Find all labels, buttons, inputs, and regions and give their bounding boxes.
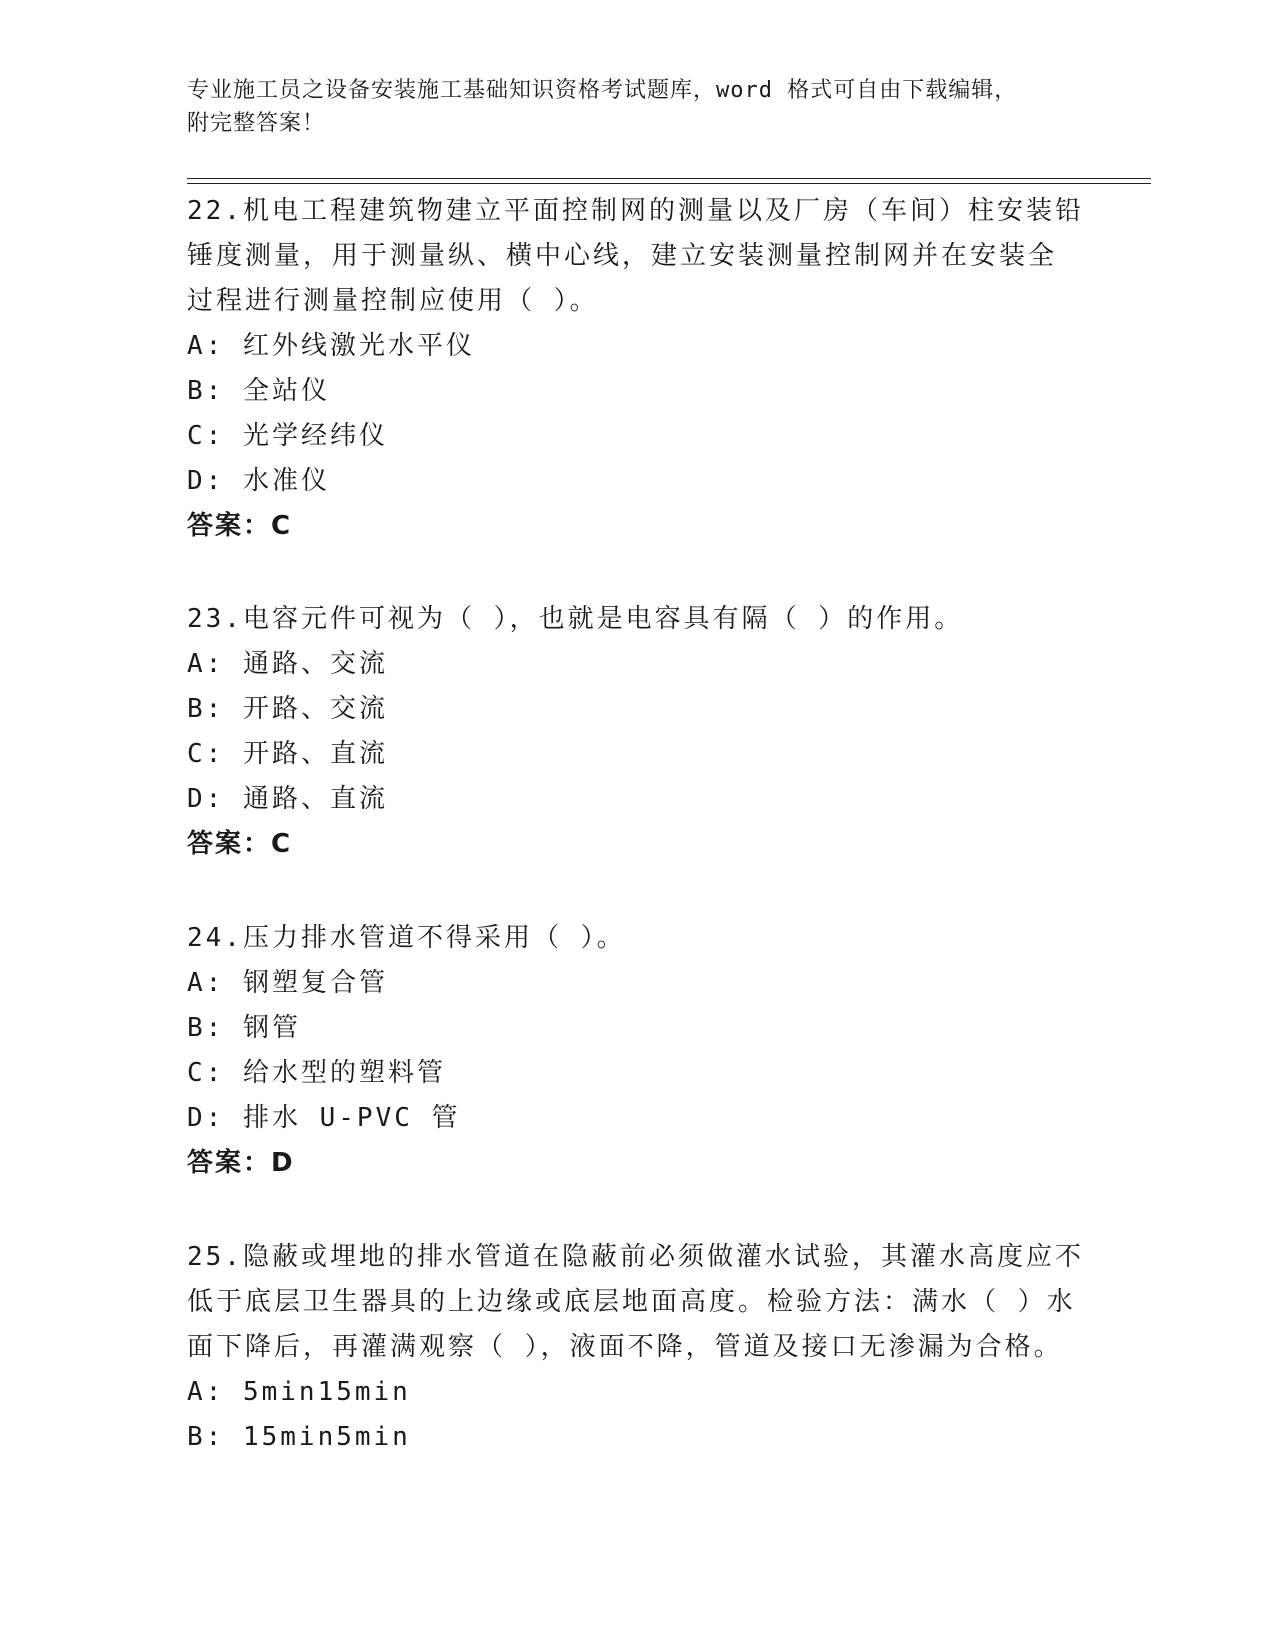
option-d: D: 排水 U-PVC 管 [187, 1103, 461, 1133]
question-23 [187, 597, 1087, 867]
question-stem-line: 过程进行测量控制应使用（ ）。 [187, 286, 599, 316]
option-c: C: 给水型的塑料管 [187, 1058, 446, 1088]
question-stem-line: 面下降后，再灌满观察（ ），液面不降，管道及接口无渗漏为合格。 [187, 1332, 1063, 1362]
answer-line: 答案：D [187, 1148, 295, 1178]
question-stem-line: 低于底层卫生器具的上边缘或底层地面高度。检验方法：满水（ ）水 [187, 1287, 1076, 1317]
header-line-2: 附完整答案！ [187, 111, 326, 136]
question-22 [187, 189, 1087, 549]
question-24 [187, 916, 1087, 1186]
option-a: A: 通路、交流 [187, 649, 388, 679]
header-line-1: 专业施工员之设备安装施工基础知识资格考试题库，word 格式可自由下载编辑， [187, 78, 1018, 103]
option-a: A: 红外线激光水平仪 [187, 331, 475, 361]
option-b: B: 15min5min [187, 1422, 411, 1452]
question-stem-line: 23.电容元件可视为（ ），也就是电容具有隔（ ）的作用。 [187, 604, 964, 634]
header-divider-top [187, 178, 1151, 179]
option-b: B: 钢管 [187, 1013, 301, 1043]
document-header [187, 74, 1067, 140]
question-25 [187, 1235, 1087, 1460]
answer-line: 答案：C [187, 511, 293, 541]
option-d: D: 水准仪 [187, 466, 330, 496]
question-stem-line: 锤度测量，用于测量纵、横中心线，建立安装测量控制网并在安装全 [187, 241, 1058, 271]
option-c: C: 开路、直流 [187, 739, 388, 769]
option-b: B: 开路、交流 [187, 694, 388, 724]
option-a: A: 5min15min [187, 1377, 411, 1407]
option-a: A: 钢塑复合管 [187, 968, 388, 998]
option-b: B: 全站仪 [187, 376, 330, 406]
answer-line: 答案：C [187, 829, 293, 859]
option-d: D: 通路、直流 [187, 784, 388, 814]
header-divider-bottom [187, 183, 1151, 184]
question-stem-line: 25.隐蔽或埋地的排水管道在隐蔽前必须做灌水试验，其灌水高度应不 [187, 1242, 1084, 1272]
option-c: C: 光学经纬仪 [187, 421, 388, 451]
question-stem-line: 24.压力排水管道不得采用（ ）。 [187, 923, 626, 953]
question-stem-line: 22.机电工程建筑物建立平面控制网的测量以及厂房（车间）柱安装铅 [187, 196, 1084, 226]
